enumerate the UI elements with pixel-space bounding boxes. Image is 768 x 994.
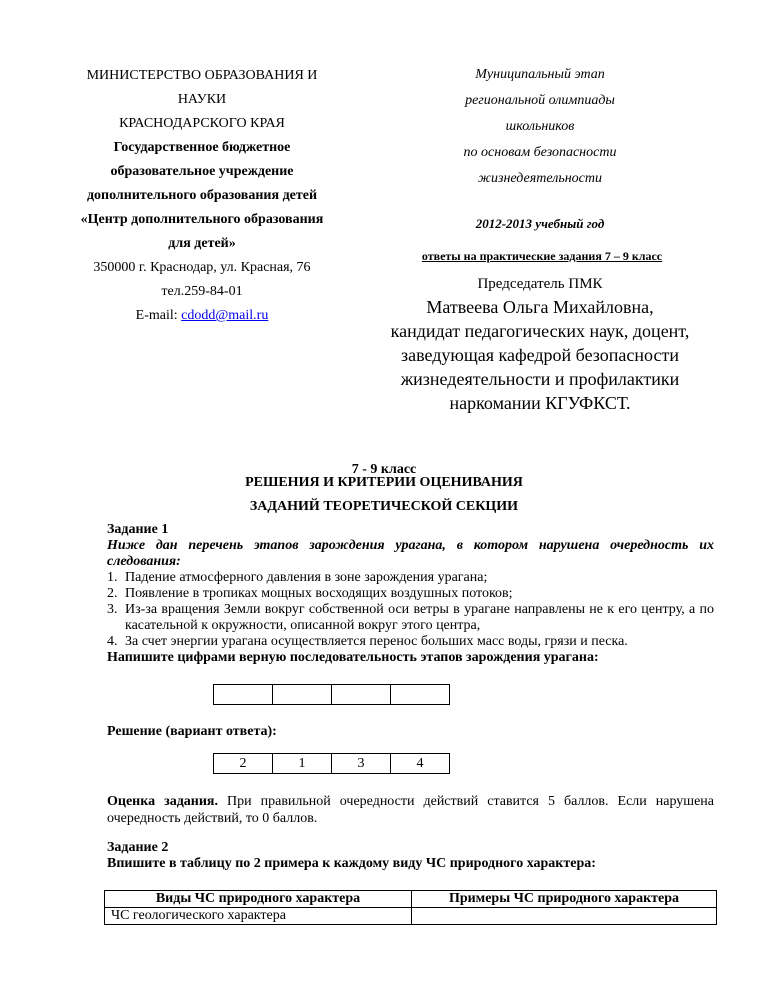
answer-cell: 1 bbox=[273, 754, 332, 774]
table-row bbox=[105, 908, 717, 925]
answer-blank-cell[interactable] bbox=[332, 685, 391, 705]
answer-cell: 2 bbox=[214, 754, 273, 774]
list-item: 4. За счет энергии урагана осуществляется перенос больших масс воды, грязи и песка. bbox=[107, 634, 628, 649]
table-cell-blank[interactable] bbox=[412, 908, 717, 925]
column-header: Примеры ЧС природного характера bbox=[412, 891, 717, 908]
column-header: Виды ЧС природного характера bbox=[105, 891, 412, 908]
chair-degree: кандидат педагогических наук, доцент, bbox=[390, 321, 690, 341]
task2-title: Задание 2 bbox=[107, 840, 169, 855]
answer-cell: 4 bbox=[391, 754, 450, 774]
school-year: 2012-2013 учебный год bbox=[475, 216, 605, 231]
institution-line-3: дополнительного образования детей bbox=[86, 188, 318, 203]
list-item: 3. Из-за вращения Земли вокруг собственной оси ветры в урагане направлены не к его центру, а по касательной к окружности, описанной вокруг этого центра, bbox=[107, 602, 714, 633]
email-label: E-mail: bbox=[135, 308, 182, 323]
ministry-line-2: НАУКИ bbox=[177, 92, 227, 107]
task2-question: Впишите в таблицу по 2 примера к каждому виду ЧС природного характера: bbox=[107, 856, 596, 871]
grading-label: Оценка задания. bbox=[107, 794, 219, 809]
answer-cell: 3 bbox=[332, 754, 391, 774]
chair-title: Председатель ПМК bbox=[477, 276, 603, 292]
institution-line-4: «Центр дополнительного образования bbox=[80, 212, 324, 227]
list-item: 1. Падение атмосферного давления в зоне зарождения урагана; bbox=[107, 570, 488, 585]
answer-blank-cell[interactable] bbox=[391, 685, 450, 705]
grading bbox=[107, 793, 714, 827]
answer-grid bbox=[213, 753, 450, 774]
olympiad-line-4: по основам безопасности bbox=[463, 145, 617, 160]
olympiad-line-3: школьников bbox=[505, 119, 575, 134]
chair-position-2: жизнедеятельности и профилактики bbox=[400, 369, 680, 389]
task1-question: Ниже дан перечень этапов зарождения урагана, в котором нарушена очередность их следования: bbox=[107, 538, 714, 569]
list-item: 2. Появление в тропиках мощных восходящих воздушных потоков; bbox=[107, 586, 513, 601]
section-heading-2: ЗАДАНИЙ ТЕОРЕТИЧЕСКОЙ СЕКЦИИ bbox=[249, 499, 519, 514]
olympiad-block bbox=[390, 62, 690, 192]
task2 bbox=[107, 840, 714, 872]
olympiad-line-1: Муниципальный этап bbox=[475, 67, 605, 82]
section-heading-1: РЕШЕНИЯ И КРИТЕРИИ ОЦЕНИВАНИЯ bbox=[245, 475, 523, 490]
table-cell: ЧС геологического характера bbox=[105, 908, 412, 925]
institution-line-5: для детей» bbox=[168, 236, 236, 251]
answer-blank-grid bbox=[213, 684, 450, 705]
ministry-line-1: МИНИСТЕРСТВО ОБРАЗОВАНИЯ И bbox=[86, 68, 318, 83]
ministry-line-3: КРАСНОДАРСКОГО КРАЯ bbox=[119, 116, 285, 131]
table-header-row bbox=[105, 891, 717, 908]
answer-blank-cell[interactable] bbox=[273, 685, 332, 705]
task1-instruction: Напишите цифрами верную последовательность этапов зарождения урагана: bbox=[107, 650, 599, 665]
chair-position-3: наркомании КГУФКСТ. bbox=[449, 393, 631, 413]
grade-heading: 7 - 9 класс bbox=[351, 462, 417, 477]
phone: тел.259-84-01 bbox=[161, 284, 243, 299]
email-line bbox=[52, 304, 352, 328]
chair-name: Матвеева Ольга Михайловна, bbox=[426, 297, 654, 317]
task1 bbox=[107, 522, 714, 666]
chair-info bbox=[380, 295, 700, 415]
olympiad-line-5: жизнедеятельности bbox=[478, 171, 602, 186]
address: 350000 г. Краснодар, ул. Красная, 76 bbox=[93, 260, 311, 275]
answers-subtitle: ответы на практические задания 7 – 9 класс bbox=[421, 249, 663, 263]
task1-list bbox=[107, 570, 714, 650]
institution-line-2: образовательное учреждение bbox=[110, 164, 294, 179]
chair-position-1: заведующая кафедрой безопасности bbox=[401, 345, 679, 365]
email-link[interactable]: cdodd@mail.ru bbox=[181, 308, 269, 323]
grading-text: При правильной очередности действий ставится 5 баллов. Если нарушена очередность действий, то 0 баллов. bbox=[107, 794, 714, 826]
institution-line-1: Государственное бюджетное bbox=[113, 140, 291, 155]
task1-title: Задание 1 bbox=[107, 522, 169, 537]
olympiad-line-2: региональной олимпиады bbox=[465, 93, 615, 108]
answer-blank-cell[interactable] bbox=[214, 685, 273, 705]
organization-block bbox=[52, 64, 352, 328]
solution-label: Решение (вариант ответа): bbox=[107, 724, 277, 739]
task2-table bbox=[104, 890, 717, 925]
